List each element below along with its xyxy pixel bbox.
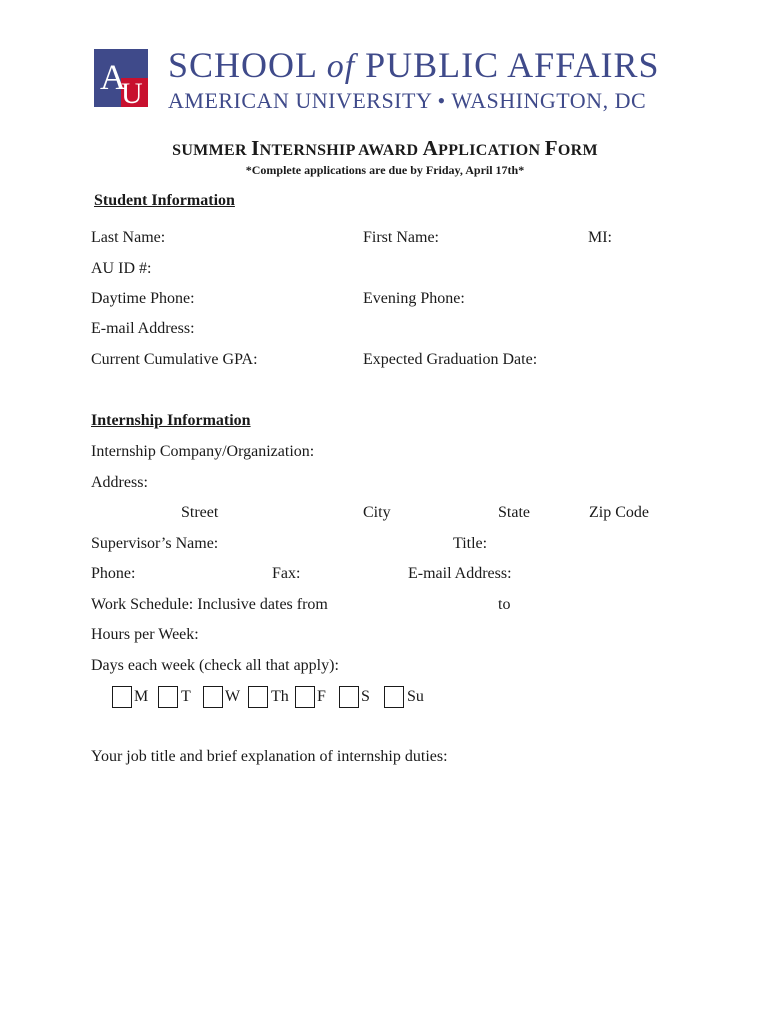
gpa-label[interactable]: Current Cumulative GPA: (91, 351, 258, 368)
day-label-saturday: S (361, 688, 370, 705)
svg-text:A: A (100, 57, 126, 97)
last-name-label[interactable]: Last Name: (91, 229, 166, 246)
internship-phone-label[interactable]: Phone: (91, 565, 136, 582)
checkbox-friday[interactable] (295, 686, 315, 708)
checkbox-wednesday[interactable] (203, 686, 223, 708)
logo-text-school: SCHOOL (168, 45, 327, 85)
day-label-sunday: Su (407, 688, 424, 705)
zip-label: Zip Code (589, 504, 649, 521)
supervisor-title-label[interactable]: Title: (453, 535, 488, 552)
day-label-friday: F (317, 688, 326, 705)
company-label[interactable]: Internship Company/Organization: (91, 443, 315, 460)
logo-subtitle: AMERICAN UNIVERSITY • WASHINGTON, DC (168, 88, 647, 113)
mi-label[interactable]: MI: (588, 229, 612, 246)
duties-label[interactable]: Your job title and brief explanation of internship duties: (91, 748, 448, 765)
state-label: State (498, 504, 530, 521)
days-each-week-label: Days each week (check all that apply): (91, 657, 339, 674)
city-label: City (363, 504, 391, 521)
form-title: SUMMER INTERNSHIP AWARD APPLICATION FORM (172, 136, 598, 160)
internship-email-label[interactable]: E-mail Address: (408, 565, 512, 582)
logo-text-of: of (326, 48, 356, 85)
supervisor-label[interactable]: Supervisor’s Name: (91, 535, 219, 552)
due-note: *Complete applications are due by Friday, April 17th* (245, 163, 525, 177)
au-id-label[interactable]: AU ID #: (91, 260, 152, 277)
work-schedule-label[interactable]: Work Schedule: Inclusive dates from (91, 596, 328, 613)
checkbox-monday[interactable] (112, 686, 132, 708)
daytime-phone-label[interactable]: Daytime Phone: (91, 290, 195, 307)
email-label[interactable]: E-mail Address: (91, 320, 195, 337)
first-name-label[interactable]: First Name: (363, 229, 439, 246)
internship-info-heading: Internship Information (91, 412, 251, 429)
schedule-to-label[interactable]: to (498, 596, 511, 613)
au-logo-icon (94, 49, 148, 107)
grad-date-label[interactable]: Expected Graduation Date: (363, 351, 538, 368)
checkbox-saturday[interactable] (339, 686, 359, 708)
checkbox-sunday[interactable] (384, 686, 404, 708)
address-label[interactable]: Address: (91, 474, 148, 491)
checkbox-thursday[interactable] (248, 686, 268, 708)
logo-text-public-affairs: PUBLIC AFFAIRS (355, 45, 660, 85)
logo-wordmark (168, 44, 660, 86)
student-info-heading: Student Information (94, 192, 235, 209)
day-label-thursday: Th (271, 688, 289, 705)
fax-label[interactable]: Fax: (272, 565, 301, 582)
checkbox-tuesday[interactable] (158, 686, 178, 708)
svg-text:U: U (121, 77, 143, 107)
day-label-wednesday: W (225, 688, 241, 705)
day-label-monday: M (134, 688, 149, 705)
evening-phone-label[interactable]: Evening Phone: (363, 290, 465, 307)
street-label: Street (181, 504, 219, 521)
day-label-tuesday: T (181, 688, 191, 705)
hours-per-week-label[interactable]: Hours per Week: (91, 626, 199, 643)
